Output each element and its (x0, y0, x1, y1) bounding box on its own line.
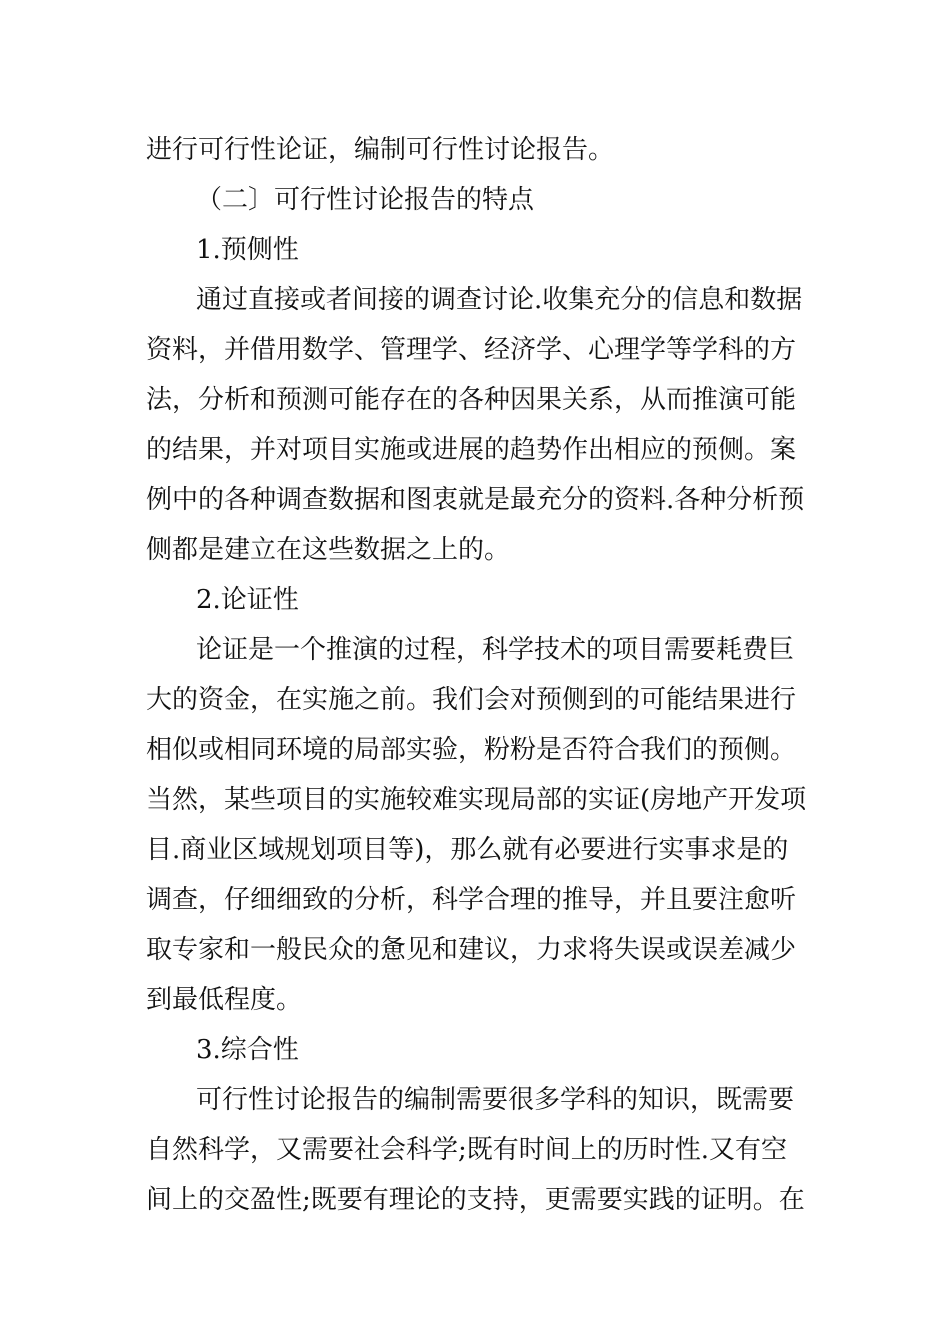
body-text-line: 法，分析和预测可能存在的各种因果关系，从而推演可能 (146, 385, 797, 415)
body-text-line: 侧都是建立在这些数据之上的。 (146, 535, 511, 565)
body-text-line: 大的资金，在实施之前。我们会对预侧到的可能结果进行 (146, 685, 797, 715)
body-text-line: 的结果，并对项目实施或进展的趋势作出相应的预侧。案 (146, 435, 797, 465)
body-text-line: 自然科学，又需要社会科学;既有时间上的历时性.又有空 (146, 1135, 788, 1165)
subsection-heading: 3.综合性 (196, 1035, 299, 1065)
body-text-line: 调查，仔细细致的分析，科学合理的推导，并且要注愈听 (146, 885, 797, 915)
subsection-heading: 1.预侧性 (196, 235, 299, 265)
body-text-line: 进行可行性论证，编制可行性讨论报告。 (146, 135, 615, 165)
body-text-line: 例中的各种调查数据和图衷就是最充分的资料.各种分析预 (146, 485, 805, 515)
section-heading: （二〕可行性讨论报告的特点 (196, 185, 535, 215)
body-text-line: 相似或相同环境的局部实验，粉粉是否符合我们的预侧。 (146, 735, 797, 765)
body-text-line: 当然，某些项目的实施较难实现局部的实证(房地产开发项 (146, 785, 807, 815)
body-text-line: 取专家和一般民众的惫见和建议，力求将失误或误差减少 (146, 935, 797, 965)
body-text-line: 可行性讨论报告的编制需要很多学科的知识，既需要 (196, 1085, 795, 1115)
body-text-line: 间上的交盈性;既要有理论的支持，更需要实践的证明。在 (146, 1185, 805, 1215)
subsection-heading: 2.论证性 (196, 585, 299, 615)
body-text-line: 论证是一个推演的过程，科学技术的项目需要耗费巨 (196, 635, 795, 665)
body-text-line: 资料，并借用数学、管理学、经济学、心理学等学科的方 (146, 335, 797, 365)
body-text-line: 通过直接或者间接的调查讨论.收集充分的信息和数据 (196, 285, 803, 315)
body-text-line: 到最低程度。 (146, 985, 303, 1015)
body-text-line: 目.商业区域规划项目等)，那么就有必要进行实事求是的 (146, 835, 789, 865)
